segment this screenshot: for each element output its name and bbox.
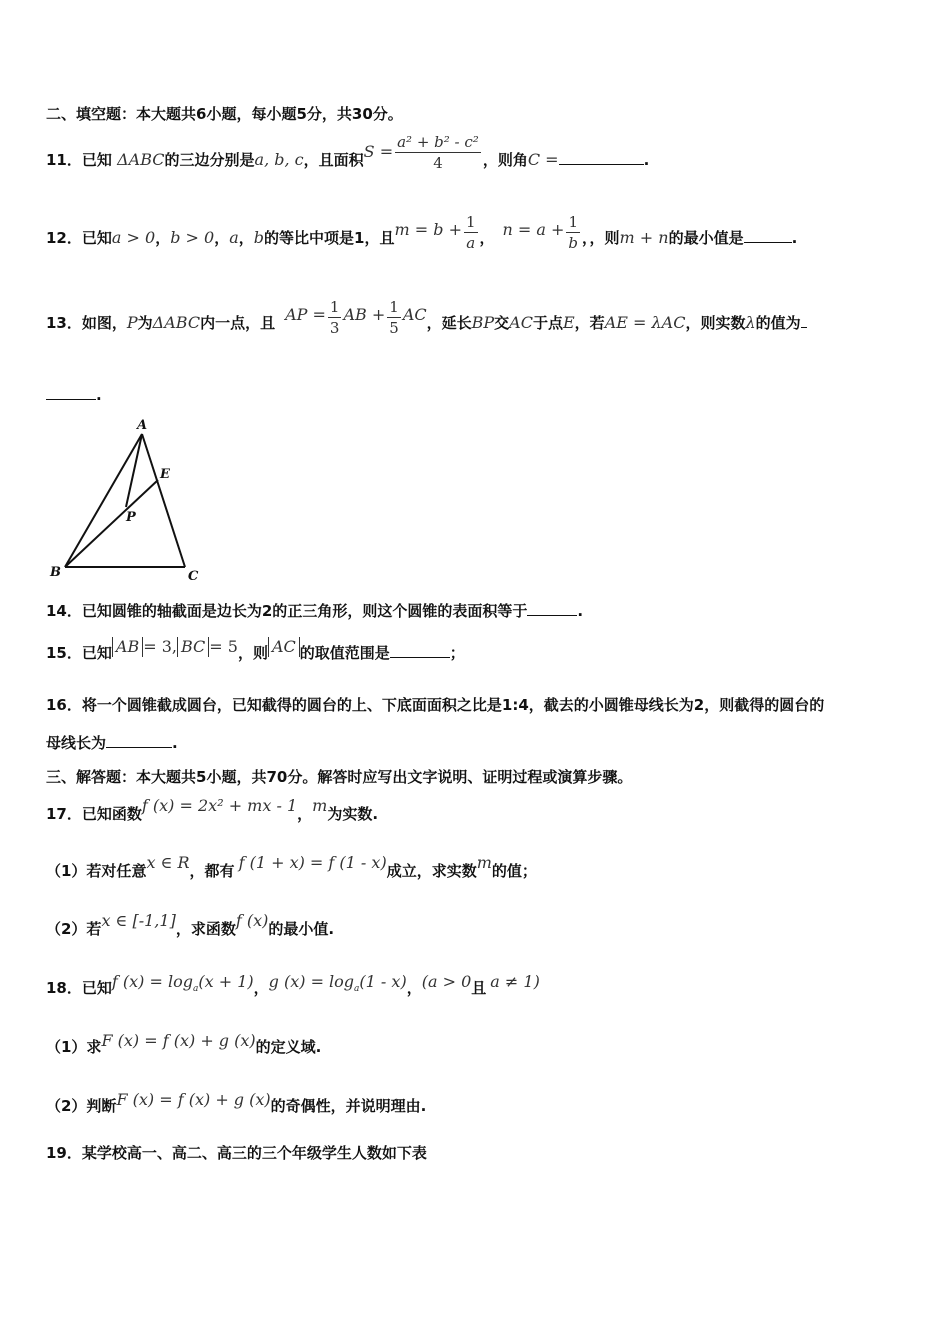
question-12: 12．已知a > 0，b > 0，a，b的等比中项是1，且m = b + $\frac{1}{a}$ ， n = a + $\frac{1}{b}$ ，，则m + n的最小值是 . <box>46 213 798 252</box>
q13-answer-blank[interactable] <box>46 385 96 400</box>
question-16-line-2 <box>46 732 178 753</box>
q17-p1-text: 的值； <box>491 862 537 880</box>
q12-frac-num: 1 <box>568 213 578 231</box>
q12-m-expr: m = b + <box>394 220 462 239</box>
q15-abs-ac: AC <box>268 637 300 657</box>
q11-triangle: ΔABC <box>117 150 165 169</box>
q13-frac-1-3 <box>328 297 342 338</box>
q12-cond-b: b > 0 <box>170 228 215 247</box>
q13-bp: BP <box>471 313 495 332</box>
q17-p2-label: （2）若 <box>46 920 102 938</box>
q16-text: 母线长为 <box>46 734 107 752</box>
q18-p1-text: 的定义域. <box>255 1038 322 1056</box>
q17-function: f (x) = 2x² + mx - 1 <box>141 796 298 815</box>
q18-text: 且 <box>471 979 487 997</box>
q14-period: . <box>577 602 584 620</box>
label-b: B <box>50 565 61 580</box>
q17-text: ， <box>297 805 313 823</box>
q17-p2-text: 的最小值. <box>268 920 335 938</box>
q13-point-p: P <box>126 313 138 332</box>
label-a: A <box>137 418 148 433</box>
segment-be <box>65 480 158 567</box>
q13-text: ，若 <box>574 314 605 332</box>
question-18-part-1 <box>46 1031 322 1057</box>
q12-frac-num: 1 <box>465 213 476 231</box>
q18-g-log: g (x) = log <box>268 972 355 991</box>
q13-frac-den: 3 <box>329 319 340 337</box>
q17-p1-label: （1）若对任意 <box>46 862 147 880</box>
q13-period: . <box>96 386 102 404</box>
q17-text: 为实数. <box>327 805 379 823</box>
q12-frac-den: b <box>568 234 579 252</box>
q15-text: 的取值范围是 <box>299 644 390 662</box>
q13-text: 交 <box>494 314 510 332</box>
q16-period: . <box>172 734 178 752</box>
q13-text: 如图， <box>81 314 127 332</box>
q12-text: 的等比中项是1，且 <box>264 229 395 247</box>
q17-p2-function: f (x) <box>235 911 269 930</box>
q18-g-def <box>268 972 407 995</box>
q12-var-a: a <box>229 228 239 247</box>
question-17 <box>46 796 379 824</box>
q15-answer-blank[interactable] <box>390 643 450 658</box>
question-18-part-2 <box>46 1090 427 1116</box>
q12-var-b: b <box>253 228 265 247</box>
q17-p2-interval: x ∈ [-1,1] <box>101 911 176 930</box>
question-19: 19．某学校高一、高二、高三的三个年级学生人数如下表 <box>46 1144 427 1162</box>
q11-vars: a, b, c <box>254 150 304 169</box>
q18-cond-2: a ≠ 1) <box>490 972 540 991</box>
question-18: 18．已知f $(x) = \log_a(x + 1)$，g $(x) = \log_a(1 - x)$，(a > 0且 a ≠ 1) <box>46 972 540 997</box>
q17-m: m <box>312 796 328 815</box>
q12-text: 已知 <box>81 229 112 247</box>
q17-p1-text: ，都有 <box>189 862 235 880</box>
q11-text: ，则角 <box>482 151 528 169</box>
q13-text: 于点 <box>532 314 563 332</box>
q13-ab: AB + <box>343 305 386 324</box>
section-2-title: 二、填空题：本大题共6小题，每小题5分，共30分。 <box>46 105 403 123</box>
question-15 <box>46 637 465 663</box>
q14-text: 14．已知圆锥的轴截面是边长为2的正三角形，则这个圆锥的表面积等于 <box>46 602 528 620</box>
q13-text: ，延长 <box>426 314 472 332</box>
q18-p1-F: F (x) = f (x) + g (x) <box>101 1031 256 1050</box>
q13-text: 的值为 <box>755 314 801 332</box>
q13-lambda: λ <box>745 313 756 332</box>
q13-ac-2: AC <box>509 313 533 332</box>
q13-frac-num: 1 <box>329 298 340 316</box>
q12-period: . <box>791 229 798 247</box>
q13-ae: AE = λAC <box>604 313 686 332</box>
question-13 <box>46 298 807 344</box>
q18-g-base: a <box>354 984 360 995</box>
q18-p2-text: 的奇偶性，并说明理由. <box>270 1097 427 1115</box>
q11-text: 已知 <box>81 151 112 169</box>
q12-n-expr: n = a + <box>502 220 565 239</box>
q13-triangle: ΔABC <box>152 313 201 332</box>
q11-area-fraction <box>395 132 481 173</box>
q12-number: 12． <box>46 229 82 247</box>
q17-number: 17． <box>46 805 82 823</box>
edge-ab <box>65 434 142 567</box>
label-c: C <box>188 569 199 584</box>
q12-frac-den: a <box>466 234 476 252</box>
q17-p1-domain: x ∈ R <box>146 853 190 872</box>
q15-semicolon: ； <box>449 644 465 662</box>
q13-text: ，则实数 <box>685 314 746 332</box>
q18-p2-F: F (x) = f (x) + g (x) <box>116 1090 271 1109</box>
q15-number: 15． <box>46 644 82 662</box>
q15-eq-3: = 3, <box>143 637 177 656</box>
q13-ap: AP = <box>285 305 326 324</box>
question-11 <box>46 133 650 181</box>
q12-text: 的最小值是 <box>668 229 744 247</box>
q18-text: 已知 <box>81 979 112 997</box>
label-e: E <box>160 467 170 482</box>
q17-p2-text: ，求函数 <box>175 920 236 938</box>
q13-point-e: E <box>562 313 575 332</box>
q11-text: ，且面积 <box>303 151 364 169</box>
q17-p1-m: m <box>476 853 492 872</box>
q12-answer-blank[interactable] <box>744 228 792 243</box>
q11-denominator: 4 <box>433 154 443 172</box>
q11-numerator: a² + b² - c² <box>397 133 479 151</box>
q18-f-def <box>111 972 254 995</box>
q11-angle-c: C = <box>527 150 559 169</box>
q12-m-plus-n: m + n <box>619 228 669 247</box>
q13-frac-1-5 <box>387 297 401 338</box>
q12-frac-1-a <box>464 212 478 253</box>
q12-text: ，则 <box>589 229 620 247</box>
q18-p1-label: （1）求 <box>46 1038 102 1056</box>
q15-text: 已知 <box>81 644 112 662</box>
q12-cond-a: a > 0 <box>111 228 156 247</box>
q13-text: 内一点，且 <box>200 314 276 332</box>
q13-ac: AC <box>402 305 427 324</box>
q13-answer-blank-start[interactable] <box>801 313 807 328</box>
q13-frac-den: 5 <box>389 319 399 337</box>
triangle-figure <box>40 410 220 590</box>
q13-number: 13． <box>46 314 82 332</box>
q14-answer-blank[interactable] <box>527 601 577 616</box>
q18-f-arg: (x + 1) <box>198 972 254 991</box>
section-3-title: 三、解答题：本大题共5小题，共70分。解答时应写出文字说明、证明过程或演算步骤。 <box>46 768 633 786</box>
q18-number: 18． <box>46 979 82 997</box>
q13-text: 为 <box>137 314 153 332</box>
q11-period: . <box>643 151 650 169</box>
q17-p1-symmetry: f (1 + x) = f (1 - x) <box>238 853 387 872</box>
q12-frac-1-b <box>566 212 580 253</box>
label-p: P <box>126 510 136 525</box>
q11-answer-blank[interactable] <box>559 150 644 165</box>
q17-p1-text: 成立，求实数 <box>386 862 477 880</box>
q13-frac-num: 1 <box>389 298 399 316</box>
q15-abs-ab: AB <box>112 637 143 657</box>
q18-p2-label: （2）判断 <box>46 1097 117 1115</box>
q11-area-symbol: S = <box>363 142 394 161</box>
q15-text: ，则 <box>237 644 268 662</box>
question-13-continued <box>46 385 102 404</box>
edge-ac <box>142 434 185 567</box>
q16-answer-blank[interactable] <box>106 733 172 748</box>
question-17-part-1 <box>46 853 537 881</box>
question-17-part-2 <box>46 911 335 939</box>
q18-f-base: a <box>192 984 199 995</box>
q11-text: 的三边分别是 <box>164 151 255 169</box>
question-14 <box>46 600 583 621</box>
question-16-line-1: 16．将一个圆锥截成圆台，已知截得的圆台的上、下底面面积之比是1:4，截去的小圆锥母线长为2，则截得的圆台的 <box>46 696 825 714</box>
q15-eq-5: = 5 <box>209 637 238 656</box>
q11-number: 11． <box>46 151 82 169</box>
q18-cond-1: (a > 0 <box>421 972 472 991</box>
q18-f-log: f (x) = log <box>111 972 193 991</box>
figure-lines <box>65 434 185 567</box>
q15-abs-bc: BC <box>177 637 209 657</box>
q17-text: 已知函数 <box>81 805 142 823</box>
q18-g-arg: (1 - x) <box>359 972 407 991</box>
